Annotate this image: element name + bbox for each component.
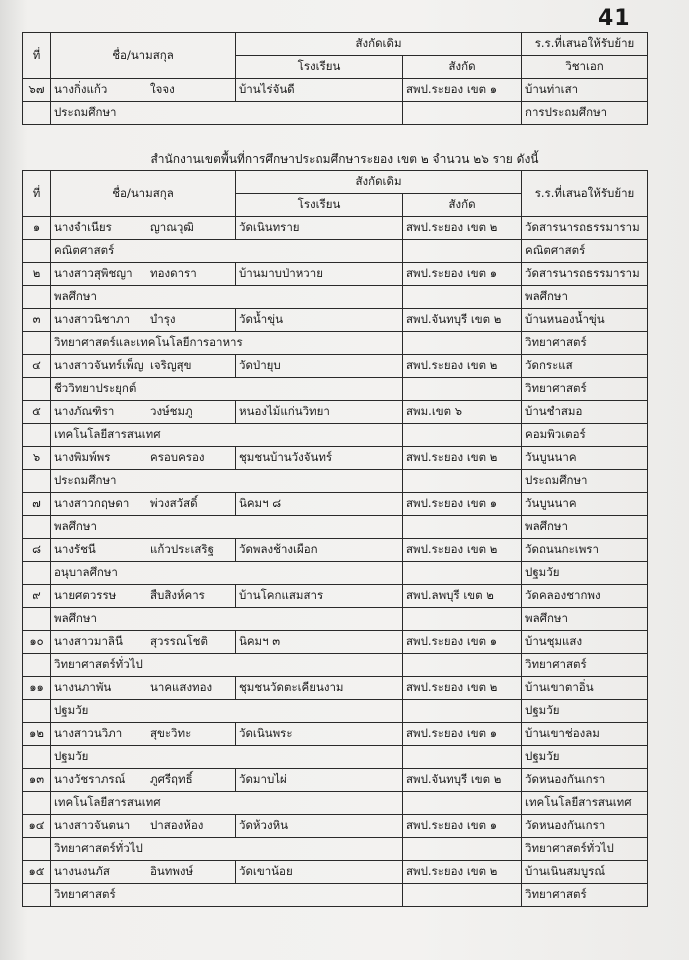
- table-row: [23, 723, 648, 746]
- proposed-school: วัดสารนารถธรรมาราม: [522, 217, 648, 240]
- blank-cell: [403, 424, 522, 447]
- proposed-major: วิทยาศาสตร์: [522, 884, 648, 907]
- original-major: ชีววิทยาประยุกต์: [51, 378, 403, 401]
- last-name: ญาณวุฒิ: [150, 220, 194, 234]
- teacher-name: [51, 815, 236, 838]
- origin-school: วัดน้ำขุ่น: [236, 309, 403, 332]
- table-row: [23, 815, 648, 838]
- proposed-major: คณิตศาสตร์: [522, 240, 648, 263]
- origin-affiliation: สพป.ระยอง เขต ๑: [403, 493, 522, 516]
- proposed-school: บ้านชุมแสง: [522, 631, 648, 654]
- last-name: บำรุง: [150, 312, 176, 326]
- blank-cell: [23, 654, 51, 677]
- table-subrow: [23, 838, 648, 861]
- row-number: ๘: [23, 539, 51, 562]
- table-subrow: [23, 562, 648, 585]
- row-number: ๖๗: [23, 79, 51, 102]
- header-no: ที่: [23, 171, 51, 217]
- origin-affiliation: สพป.ระยอง เขต ๑: [403, 79, 522, 102]
- original-major: ประถมศึกษา: [51, 102, 403, 125]
- origin-school: ชุมชนบ้านวังจันทร์: [236, 447, 403, 470]
- header-major: วิชาเอก: [522, 56, 648, 79]
- original-major: พลศึกษา: [51, 608, 403, 631]
- blank-cell: [403, 240, 522, 263]
- table-row: [23, 493, 648, 516]
- blank-cell: [23, 424, 51, 447]
- original-major: เทคโนโลยีสารสนเทศ: [51, 424, 403, 447]
- origin-affiliation: สพป.ระยอง เขต ๒: [403, 217, 522, 240]
- table-row: [23, 769, 648, 792]
- proposed-major: วิทยาศาสตร์: [522, 654, 648, 677]
- proposed-major: วิทยาศาสตร์: [522, 332, 648, 355]
- blank-cell: [403, 332, 522, 355]
- proposed-major: พลศึกษา: [522, 516, 648, 539]
- teacher-name: [51, 861, 236, 884]
- teacher-name: [51, 401, 236, 424]
- origin-school: วัดป่ายุบ: [236, 355, 403, 378]
- teacher-name: [51, 355, 236, 378]
- table-row: [23, 263, 648, 286]
- proposed-school: วัดคลองชากพง: [522, 585, 648, 608]
- blank-cell: [403, 378, 522, 401]
- teacher-name: [51, 539, 236, 562]
- first-name: นายศตวรรษ: [54, 588, 117, 602]
- row-number: ๒: [23, 263, 51, 286]
- teacher-name: [51, 631, 236, 654]
- original-major: วิทยาศาสตร์ทั่วไป: [51, 838, 403, 861]
- table-row: [23, 539, 648, 562]
- teacher-name: [51, 677, 236, 700]
- origin-school: หนองไม้แก่นวิทยา: [236, 401, 403, 424]
- last-name: อินทพงษ์: [150, 864, 194, 878]
- first-name: นางกิ่งแก้ว: [54, 82, 108, 96]
- proposed-major: ปฐมวัย: [522, 746, 648, 769]
- last-name: พ่วงสวัสดิ์: [150, 496, 198, 510]
- table-row: [23, 447, 648, 470]
- blank-cell: [23, 562, 51, 585]
- header-row: [23, 33, 648, 56]
- row-number: ๑๑: [23, 677, 51, 700]
- original-major: วิทยาศาสตร์ทั่วไป: [51, 654, 403, 677]
- row-number: ๑๐: [23, 631, 51, 654]
- original-major: อนุบาลศึกษา: [51, 562, 403, 585]
- proposed-major: พลศึกษา: [522, 608, 648, 631]
- blank-cell: [23, 470, 51, 493]
- table-subrow: [23, 286, 648, 309]
- header-school: โรงเรียน: [236, 56, 403, 79]
- blank-cell: [403, 792, 522, 815]
- origin-affiliation: สพป.ระยอง เขต ๑: [403, 631, 522, 654]
- blank-cell: [23, 792, 51, 815]
- table-row: [23, 861, 648, 884]
- proposed-school: บ้านเนินสมบูรณ์: [522, 861, 648, 884]
- original-major: พลศึกษา: [51, 516, 403, 539]
- first-name: นางสาวจันตนา: [54, 818, 131, 832]
- origin-affiliation: สพป.จันทบุรี เขต ๒: [403, 309, 522, 332]
- header-proposed-school: ร.ร.ที่เสนอให้รับย้าย: [522, 171, 648, 217]
- origin-affiliation: สพป.ระยอง เขต ๒: [403, 355, 522, 378]
- table-subrow: [23, 332, 648, 355]
- last-name: ทองดารา: [150, 266, 197, 280]
- table-subrow: [23, 516, 648, 539]
- origin-affiliation: สพป.ระยอง เขต ๒: [403, 861, 522, 884]
- table-row: [23, 355, 648, 378]
- origin-affiliation: สพป.ระยอง เขต ๒: [403, 447, 522, 470]
- last-name: สืบสิงห์คาร: [150, 588, 205, 602]
- table-row: [23, 79, 648, 102]
- last-name: ครอบครอง: [150, 450, 205, 464]
- original-major: ประถมศึกษา: [51, 470, 403, 493]
- row-number: ๙: [23, 585, 51, 608]
- blank-cell: [403, 286, 522, 309]
- first-name: นางสาวจันทร์เพ็ญ: [54, 358, 144, 372]
- original-major: วิทยาศาสตร์และเทคโนโลยีการอาหาร: [51, 332, 403, 355]
- proposed-school: วันบูนนาค: [522, 493, 648, 516]
- proposed-major: วิทยาศาสตร์ทั่วไป: [522, 838, 648, 861]
- origin-affiliation: สพป.ระยอง เขต ๑: [403, 815, 522, 838]
- table-row: [23, 217, 648, 240]
- table-subrow: [23, 746, 648, 769]
- proposed-school: บ้านเขาช่องลม: [522, 723, 648, 746]
- table-subrow: [23, 378, 648, 401]
- table-subrow: [23, 240, 648, 263]
- proposed-school: วัดหนองกันเกรา: [522, 815, 648, 838]
- proposed-school: บ้านชำสมอ: [522, 401, 648, 424]
- blank-cell: [23, 332, 51, 355]
- last-name: ภูศรีฤทธิ์: [150, 772, 193, 786]
- first-name: นางวัชราภรณ์: [54, 772, 126, 786]
- blank-cell: [23, 378, 51, 401]
- proposed-major: ปฐมวัย: [522, 700, 648, 723]
- last-name: ใจจง: [150, 82, 175, 96]
- original-major: ปฐมวัย: [51, 746, 403, 769]
- header-affiliation: สังกัด: [403, 56, 522, 79]
- last-name: ปาสองห้อง: [150, 818, 204, 832]
- proposed-major: เทคโนโลยีสารสนเทศ: [522, 792, 648, 815]
- blank-cell: [23, 884, 51, 907]
- first-name: นางสาวนิชาภา: [54, 312, 131, 326]
- blank-cell: [23, 746, 51, 769]
- teacher-name: [51, 585, 236, 608]
- table-subrow: [23, 700, 648, 723]
- proposed-school: วัดสารนารถธรรมาราม: [522, 263, 648, 286]
- origin-school: ชุมชนวัดตะเคียนงาม: [236, 677, 403, 700]
- blank-cell: [403, 746, 522, 769]
- teacher-name: [51, 769, 236, 792]
- proposed-major: ประถมศึกษา: [522, 470, 648, 493]
- transfer-table-2: [22, 170, 648, 907]
- origin-school: บ้านไร่จันดี: [236, 79, 403, 102]
- original-major: วิทยาศาสตร์: [51, 884, 403, 907]
- first-name: นางจำเนียร: [54, 220, 112, 234]
- first-name: นางพิมพ์พร: [54, 450, 111, 464]
- blank-cell: [23, 286, 51, 309]
- original-major: พลศึกษา: [51, 286, 403, 309]
- first-name: นางนภาพัน: [54, 680, 112, 694]
- origin-school: วัดมาบไผ่: [236, 769, 403, 792]
- proposed-school: บ้านท่าเสา: [522, 79, 648, 102]
- origin-school: นิคมฯ ๘: [236, 493, 403, 516]
- teacher-name: [51, 79, 236, 102]
- blank-cell: [403, 562, 522, 585]
- origin-school: บ้านโคกแสมสาร: [236, 585, 403, 608]
- origin-school: วัดเนินพระ: [236, 723, 403, 746]
- first-name: นางนงนภัส: [54, 864, 110, 878]
- header-origin: สังกัดเดิม: [236, 171, 522, 194]
- last-name: สุวรรณโชติ: [150, 634, 208, 648]
- proposed-school: บ้านเขาตาอิ่น: [522, 677, 648, 700]
- table-row: [23, 631, 648, 654]
- header-no: ที่: [23, 33, 51, 79]
- row-number: ๔: [23, 355, 51, 378]
- original-major: คณิตศาสตร์: [51, 240, 403, 263]
- table-subrow: [23, 654, 648, 677]
- last-name: สุขะวิทะ: [150, 726, 192, 740]
- origin-affiliation: สพป.จันทบุรี เขต ๒: [403, 769, 522, 792]
- transfer-table-1: [22, 32, 648, 125]
- table-row: [23, 401, 648, 424]
- table-subrow: [23, 884, 648, 907]
- origin-affiliation: สพป.ระยอง เขต ๒: [403, 677, 522, 700]
- teacher-name: [51, 493, 236, 516]
- first-name: นางสาวสุพิชญา: [54, 266, 133, 280]
- first-name: นางสาวมาลินี: [54, 634, 123, 648]
- proposed-school: วัดถนนกะเพรา: [522, 539, 648, 562]
- origin-affiliation: สพป.ระยอง เขต ๒: [403, 539, 522, 562]
- blank-cell: [403, 838, 522, 861]
- row-number: ๑: [23, 217, 51, 240]
- header-name: ชื่อ/นามสกุล: [51, 171, 236, 217]
- proposed-school: วัดหนองกันเกรา: [522, 769, 648, 792]
- header-origin: สังกัดเดิม: [236, 33, 522, 56]
- teacher-name: [51, 309, 236, 332]
- original-major: ปฐมวัย: [51, 700, 403, 723]
- row-number: ๑๒: [23, 723, 51, 746]
- blank-cell: [23, 102, 51, 125]
- row-number: ๑๔: [23, 815, 51, 838]
- origin-school: นิคมฯ ๓: [236, 631, 403, 654]
- origin-school: วัดพลงช้างเผือก: [236, 539, 403, 562]
- teacher-name: [51, 263, 236, 286]
- blank-cell: [403, 654, 522, 677]
- origin-affiliation: สพม.เขต ๖: [403, 401, 522, 424]
- row-number: ๑๓: [23, 769, 51, 792]
- original-major: เทคโนโลยีสารสนเทศ: [51, 792, 403, 815]
- blank-cell: [23, 240, 51, 263]
- row-number: ๓: [23, 309, 51, 332]
- proposed-major: คอมพิวเตอร์: [522, 424, 648, 447]
- blank-cell: [23, 608, 51, 631]
- first-name: นางสาวกฤษดา: [54, 496, 130, 510]
- blank-cell: [403, 700, 522, 723]
- table-subrow: [23, 470, 648, 493]
- header-proposed-school: ร.ร.ที่เสนอให้รับย้าย: [522, 33, 648, 56]
- table-row: [23, 309, 648, 332]
- last-name: แก้วประเสริฐ: [150, 542, 214, 556]
- origin-school: วัดเนินทราย: [236, 217, 403, 240]
- row-number: ๕: [23, 401, 51, 424]
- table-subrow: [23, 608, 648, 631]
- row-number: ๑๕: [23, 861, 51, 884]
- origin-school: วัดเขาน้อย: [236, 861, 403, 884]
- header-row: [23, 171, 648, 194]
- row-number: ๗: [23, 493, 51, 516]
- origin-affiliation: สพป.ลพบุรี เขต ๒: [403, 585, 522, 608]
- header-name: ชื่อ/นามสกุล: [51, 33, 236, 79]
- first-name: นางรัชนี: [54, 542, 96, 556]
- blank-cell: [403, 470, 522, 493]
- teacher-name: [51, 217, 236, 240]
- origin-affiliation: สพป.ระยอง เขต ๑: [403, 263, 522, 286]
- teacher-name: [51, 447, 236, 470]
- proposed-school: วันบูนนาค: [522, 447, 648, 470]
- origin-school: วัดห้วงหิน: [236, 815, 403, 838]
- blank-cell: [403, 884, 522, 907]
- origin-affiliation: สพป.ระยอง เขต ๑: [403, 723, 522, 746]
- table-subrow: [23, 792, 648, 815]
- proposed-school: วัดกระแส: [522, 355, 648, 378]
- table-row: [23, 677, 648, 700]
- first-name: นางสาวนวิภา: [54, 726, 123, 740]
- blank-cell: [403, 608, 522, 631]
- table-row: [23, 585, 648, 608]
- blank-cell: [23, 838, 51, 861]
- district-caption: สำนักงานเขตพื้นที่การศึกษาประถมศึกษาระยอง เขต ๒ จำนวน ๒๖ ราย ดังนี้: [150, 152, 539, 166]
- table-subrow: [23, 102, 648, 125]
- proposed-school: บ้านหนองน้ำขุ่น: [522, 309, 648, 332]
- page-number: 41: [598, 6, 631, 31]
- teacher-name: [51, 723, 236, 746]
- header-school: โรงเรียน: [236, 194, 403, 217]
- proposed-major: ปฐมวัย: [522, 562, 648, 585]
- table-subrow: [23, 424, 648, 447]
- last-name: เจริญสุข: [150, 358, 192, 372]
- proposed-major: วิทยาศาสตร์: [522, 378, 648, 401]
- blank-cell: [23, 516, 51, 539]
- header-affiliation: สังกัด: [403, 194, 522, 217]
- blank-cell: [403, 516, 522, 539]
- first-name: นางภัณฑิรา: [54, 404, 115, 418]
- origin-school: บ้านมาบป่าหวาย: [236, 263, 403, 286]
- last-name: วงษ์ชมภู: [150, 404, 193, 418]
- last-name: นาคแสงทอง: [150, 680, 213, 694]
- proposed-major: การประถมศึกษา: [522, 102, 648, 125]
- row-number: ๖: [23, 447, 51, 470]
- blank-cell: [23, 700, 51, 723]
- blank-cell: [403, 102, 522, 125]
- proposed-major: พลศึกษา: [522, 286, 648, 309]
